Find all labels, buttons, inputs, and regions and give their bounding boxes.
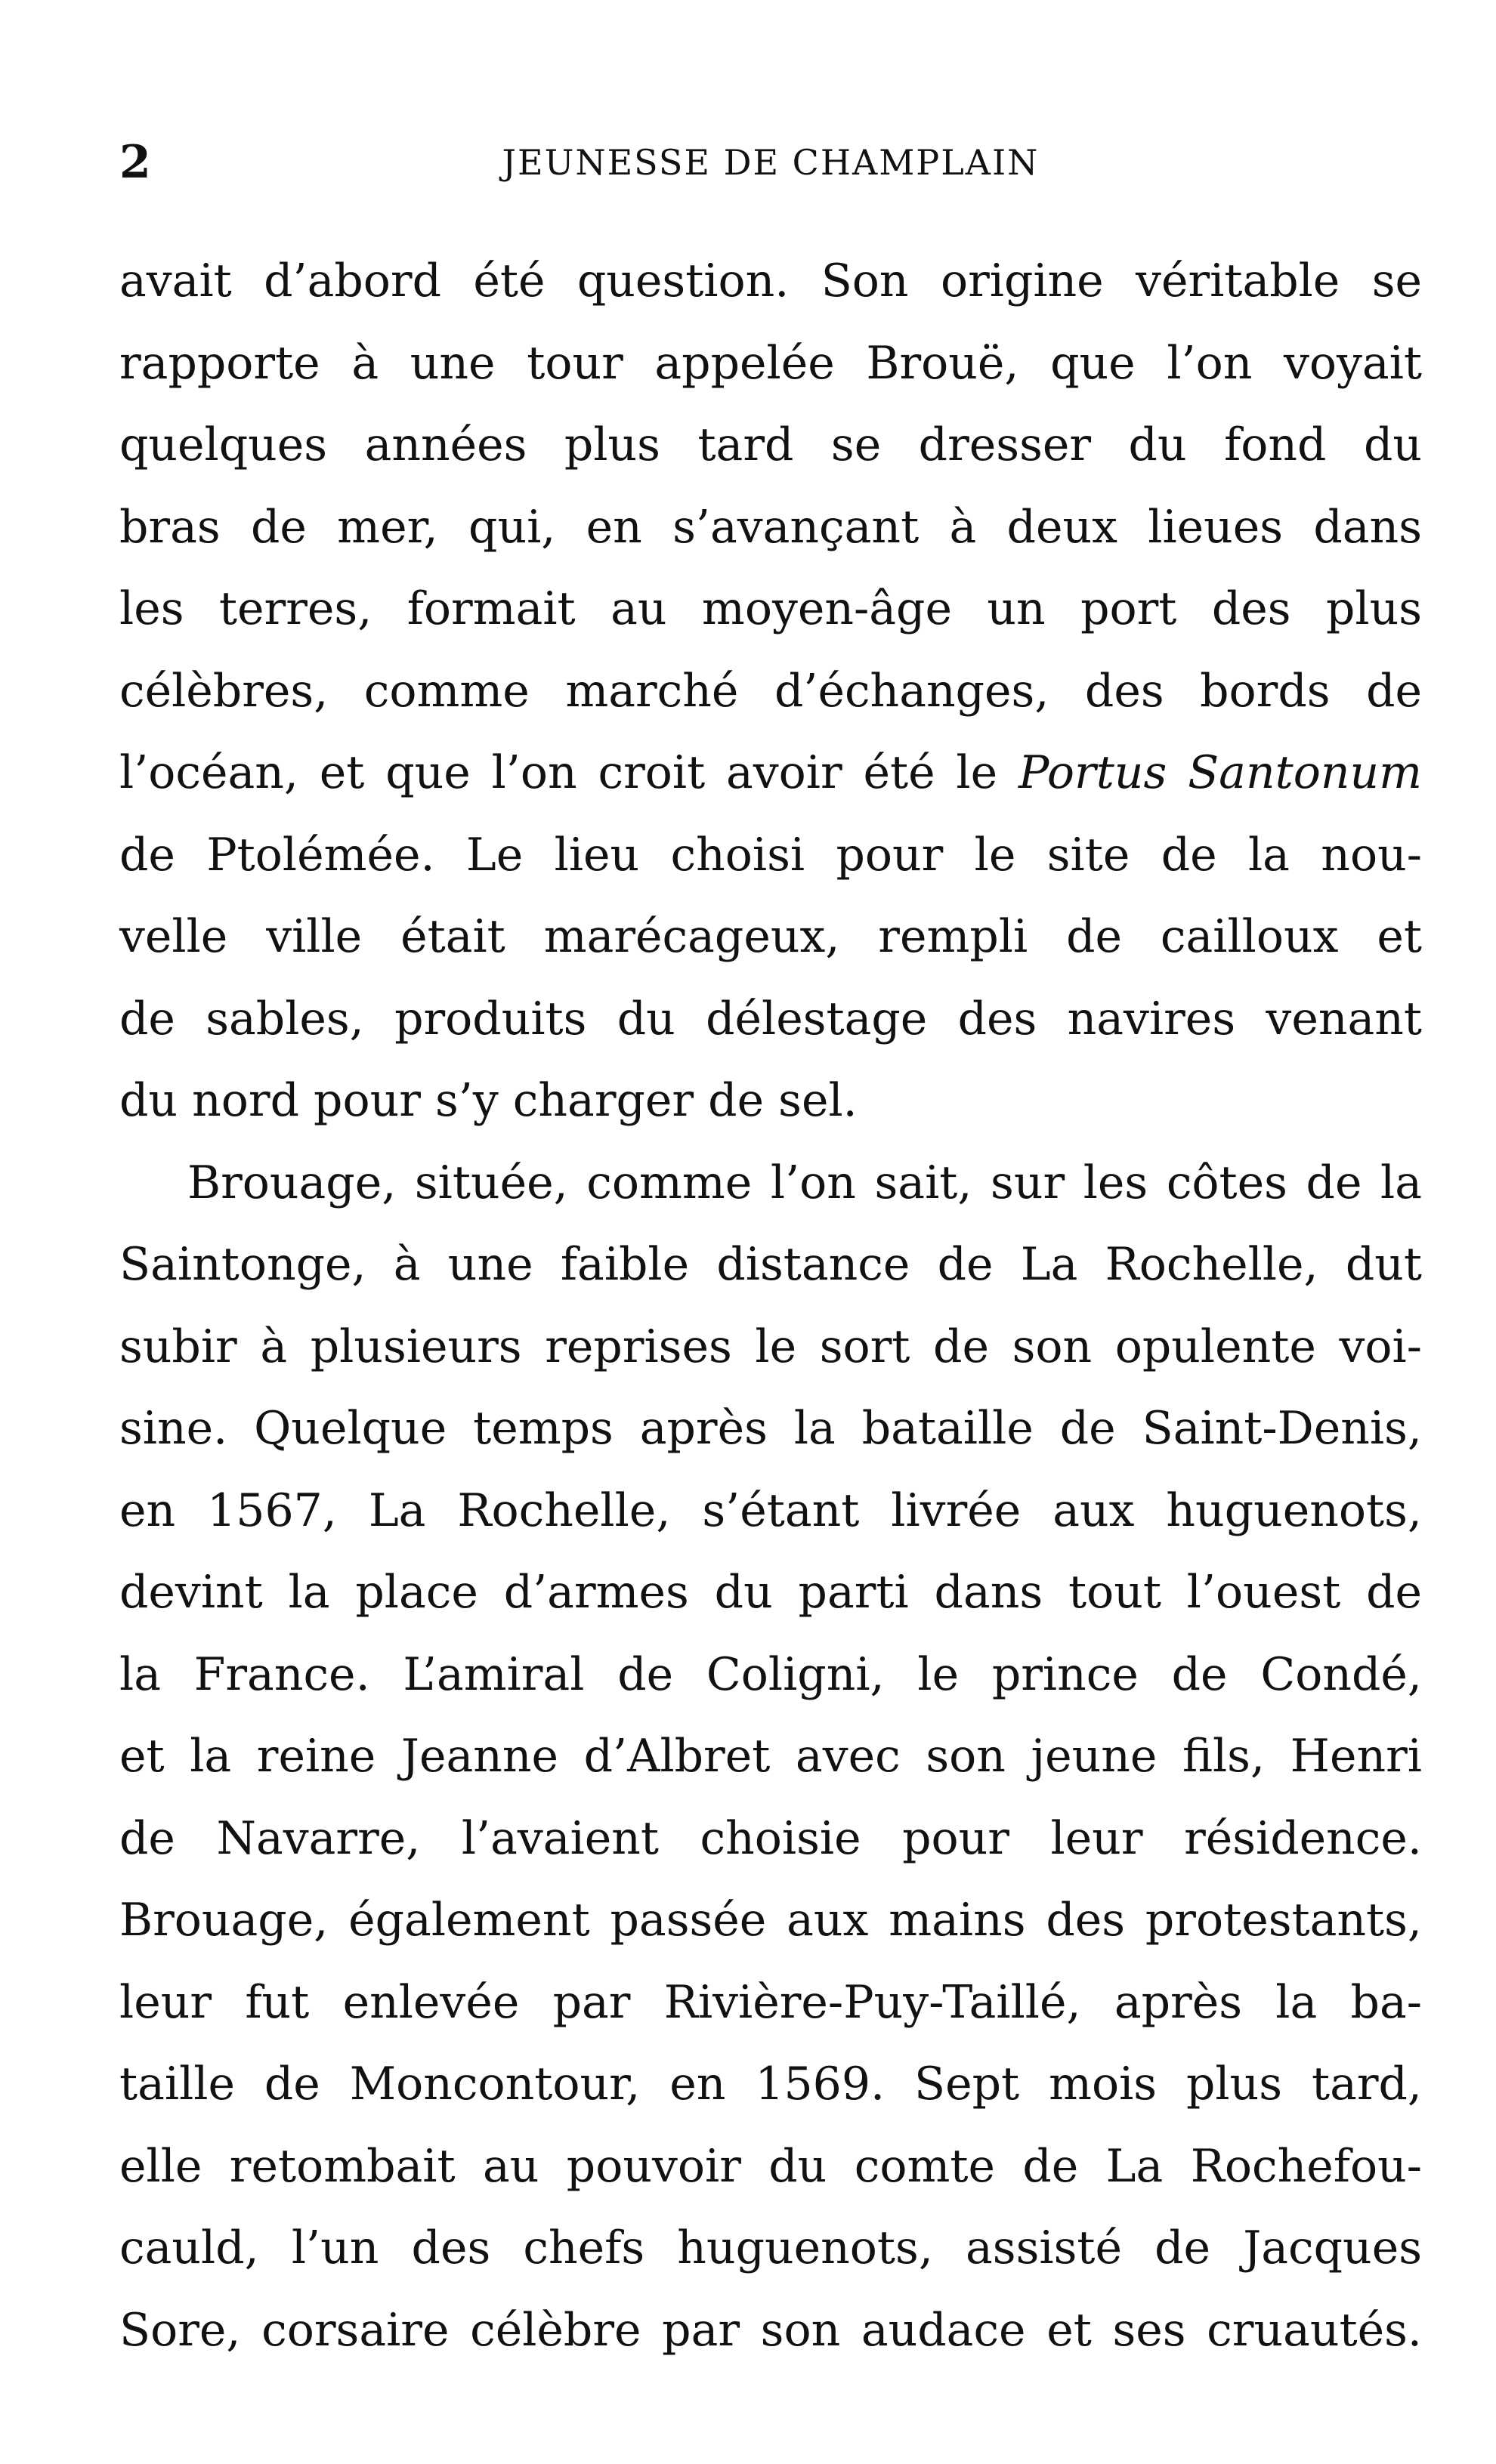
text-line: subir à plusieurs reprises le sort de son opulente voi- <box>119 1320 1422 1373</box>
text-line: du nord pour s’y charger de sel. <box>119 1074 858 1127</box>
text-line: de sables, produits du délestage des navires venant <box>119 992 1422 1045</box>
text-line: Brouage, également passée aux mains des protestants, <box>119 1894 1422 1947</box>
text-line: et la reine Jeanne d’Albret avec son jeune fils, Henri <box>119 1730 1422 1783</box>
text-line: les terres, formait au moyen-âge un port des plus <box>119 582 1422 635</box>
text-line: taille de Moncontour, en 1569. Sept mois plus tard, <box>119 2058 1422 2110</box>
text-line <box>119 732 1422 814</box>
text-line: bras de mer, qui, en s’avançant à deux lieues dans <box>119 500 1422 554</box>
text-line: Saintonge, à une faible distance de La Rochelle, dut <box>119 1238 1422 1291</box>
text-line: devint la place d’armes du parti dans tout l’ouest de <box>119 1566 1422 1619</box>
text-line: leur fut enlevée par Rivière-Puy-Taillé, après la ba- <box>119 1975 1422 2029</box>
text-line: Sore, corsaire célèbre par son audace et ses cruautés. <box>119 2303 1422 2357</box>
text-line: avait d’abord été question. Son origine véritable se <box>119 255 1422 307</box>
text-line: elle retombait au pouvoir du comte de La Rochefou- <box>119 2139 1422 2193</box>
paragraph-1 <box>119 240 1422 1142</box>
running-head: JEUNESSE DE CHAMPLAIN <box>502 142 1040 183</box>
page-number: 2 <box>119 136 151 189</box>
italic-latin-phrase: Portus Santonum <box>1018 746 1422 799</box>
text-line: de Ptolémée. Le lieu choisi pour le site de la nou- <box>119 828 1422 882</box>
text-line: célèbres, comme marché d’échanges, des bords de <box>119 664 1422 718</box>
text-line: quelques années plus tard se dresser du fond du <box>119 418 1422 471</box>
page-header <box>119 136 1422 189</box>
paragraph-2 <box>119 1142 1422 2372</box>
text-line: la France. L’amiral de Coligni, le prince de Condé, <box>119 1647 1422 1701</box>
body-text <box>119 240 1422 2371</box>
text-run: l’océan, et que l’on croit avoir été le <box>119 746 1018 799</box>
text-line: cauld, l’un des chefs huguenots, assisté de Jacques <box>119 2222 1422 2274</box>
text-line: Brouage, située, comme l’on sait, sur les côtes de la <box>187 1156 1422 1209</box>
text-line: en 1567, La Rochelle, s’étant livrée aux huguenots, <box>119 1484 1422 1537</box>
text-line: rapporte à une tour appelée Brouë, que l’on voyait <box>119 336 1422 390</box>
text-line: sine. Quelque temps après la bataille de Saint-Denis, <box>119 1402 1422 1455</box>
text-line: velle ville était marécageux, rempli de cailloux et <box>119 910 1422 963</box>
text-line: de Navarre, l’avaient choisie pour leur résidence. <box>119 1811 1422 1865</box>
